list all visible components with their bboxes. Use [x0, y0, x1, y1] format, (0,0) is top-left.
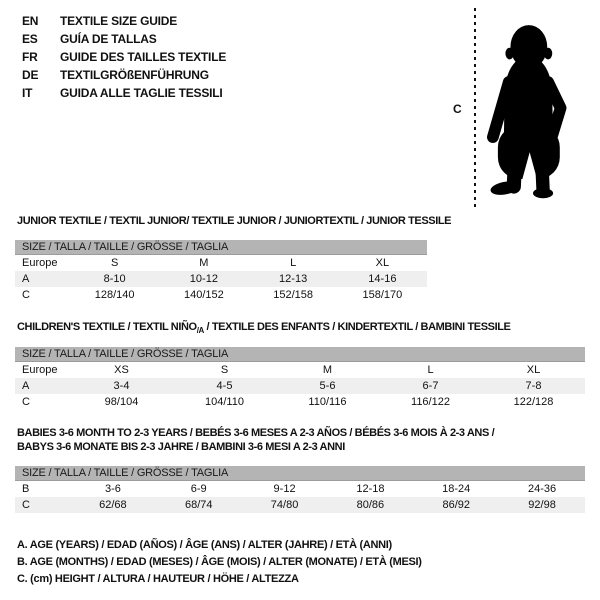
row-label-cell: Europe [22, 257, 58, 269]
language-row [22, 30, 226, 48]
size-value-cell: 3-6 [104, 483, 121, 495]
legend-note-b: B. AGE (MONTHS) / EDAD (MESES) / ÂGE (MOIS) / ALTER (MONATE) / ETÀ (MESI) [17, 556, 422, 568]
size-value-cell: 7-8 [525, 380, 542, 393]
language-header [22, 12, 226, 102]
section-title-junior: JUNIOR TEXTILE / TEXTIL JUNIOR/ TEXTILE JUNIOR / JUNIORTEXTIL / JUNIOR TESSILE [17, 215, 452, 227]
row-label-cell: A [22, 380, 30, 393]
table-row [15, 271, 427, 287]
size-value-cell: M [199, 257, 209, 269]
row-label-cell: C [22, 396, 30, 409]
language-label: TEXTILE SIZE GUIDE [60, 14, 178, 28]
section-babies [15, 426, 585, 513]
size-value-cell: 6-7 [422, 380, 439, 393]
size-header-bar: SIZE / TALLA / TAILLE / GRÖSSE / TAGLIA [15, 240, 427, 255]
language-code: EN [22, 14, 39, 28]
language-row [22, 84, 226, 102]
size-table-children [15, 347, 585, 410]
language-label: GUÍA DE TALLAS [60, 32, 157, 46]
height-measure-label: C [453, 102, 462, 116]
table-row [15, 378, 585, 394]
size-value-cell: S [110, 257, 119, 269]
language-row [22, 48, 226, 66]
size-value-cell: 86/92 [442, 499, 470, 511]
size-value-cell: 122/128 [513, 396, 554, 409]
size-value-cell: 10-12 [189, 273, 218, 285]
section-title-babies: BABIES 3-6 MONTH TO 2-3 YEARS / BEBÉS 3-6 MESES A 2-3 AÑOS / BÉBÉS 3-6 MOIS À 2-3 ANS / BABYS 3-6 MONATE BIS 2-3 JAHRE / BAMBINI 3-6 MESI A 2-3 ANNI [17, 427, 495, 453]
size-value-cell: 158/170 [362, 289, 403, 301]
size-value-cell: 104/110 [205, 396, 244, 409]
language-row [22, 66, 226, 84]
language-row [22, 12, 226, 30]
language-code: ES [22, 32, 38, 46]
row-label-cell: C [22, 289, 30, 301]
size-value-cell: 4-5 [216, 380, 233, 393]
language-label: TEXTILGRÖßENFÜHRUNG [60, 68, 209, 82]
baby-figure [440, 0, 600, 220]
table-row [15, 394, 585, 410]
size-value-cell: 68/74 [184, 499, 213, 511]
size-value-cell: 140/152 [183, 289, 224, 301]
height-measure-line [474, 8, 476, 210]
language-code: FR [22, 50, 38, 64]
size-value-cell: 14-16 [368, 273, 397, 285]
baby-silhouette-icon [482, 6, 574, 214]
size-value-cell: L [427, 364, 434, 377]
size-value-cell: L [290, 257, 297, 269]
size-value-cell: 152/158 [273, 289, 313, 301]
size-value-cell: 128/140 [94, 289, 135, 301]
table-row [15, 255, 427, 271]
size-value-cell: 9-12 [273, 483, 296, 495]
size-value-cell: XL [526, 364, 541, 377]
size-value-cell: 110/116 [308, 396, 347, 409]
size-table-babies [15, 466, 585, 513]
section-junior [15, 214, 452, 303]
size-value-cell: 24-36 [527, 483, 557, 495]
size-value-cell: XS [114, 364, 129, 377]
section-children [15, 320, 585, 410]
row-label-cell: Europe [22, 364, 58, 377]
row-label-cell: A [22, 273, 30, 285]
size-value-cell: 5-6 [319, 380, 336, 393]
section-title-children: CHILDREN'S TEXTILE / TEXTIL $NIÑO_{/A}$ / TEXTILE DES ENFANTS / KINDERTEXTIL / BAMBINI TESSILE [17, 321, 511, 336]
legend-note-c: C. (cm) HEIGHT / ALTURA / HAUTEUR / HÖHE / ALTEZZA [17, 573, 299, 585]
legend-notes [17, 537, 422, 588]
size-value-cell: S [220, 364, 229, 377]
language-label: GUIDE DES TAILLES TEXTILE [60, 50, 227, 64]
size-value-cell: 12-13 [279, 273, 308, 285]
size-value-cell: 62/68 [99, 499, 127, 511]
size-value-cell: 80/86 [356, 499, 385, 511]
table-row [15, 481, 585, 497]
size-table-junior [15, 240, 427, 303]
language-code: DE [22, 68, 39, 82]
size-value-cell: 74/80 [270, 499, 299, 511]
size-value-cell: 116/122 [411, 396, 450, 409]
table-row [15, 497, 585, 513]
size-value-cell: 92/98 [528, 499, 556, 511]
row-label-cell: C [22, 499, 30, 511]
language-code: IT [22, 86, 33, 100]
size-value-cell: 8-10 [103, 273, 126, 285]
size-value-cell: 12-18 [356, 483, 385, 495]
table-row [15, 287, 427, 303]
size-value-cell: M [322, 364, 333, 377]
size-header-bar: SIZE / TALLA / TAILLE / GRÖSSE / TAGLIA [15, 347, 585, 362]
size-value-cell: 18-24 [442, 483, 471, 495]
language-label: GUIDA ALLE TAGLIE TESSILI [60, 86, 223, 100]
size-value-cell: 98/104 [104, 396, 139, 409]
row-label-cell: B [22, 483, 30, 495]
table-row [15, 362, 585, 378]
size-value-cell: XL [375, 257, 390, 269]
size-header-bar: SIZE / TALLA / TAILLE / GRÖSSE / TAGLIA [15, 466, 585, 481]
legend-note-a: A. AGE (YEARS) / EDAD (AÑOS) / ÂGE (ANS) / ALTER (JAHRE) / ETÀ (ANNI) [17, 539, 392, 551]
size-value-cell: 3-4 [113, 380, 130, 393]
size-value-cell: 6-9 [190, 483, 207, 495]
